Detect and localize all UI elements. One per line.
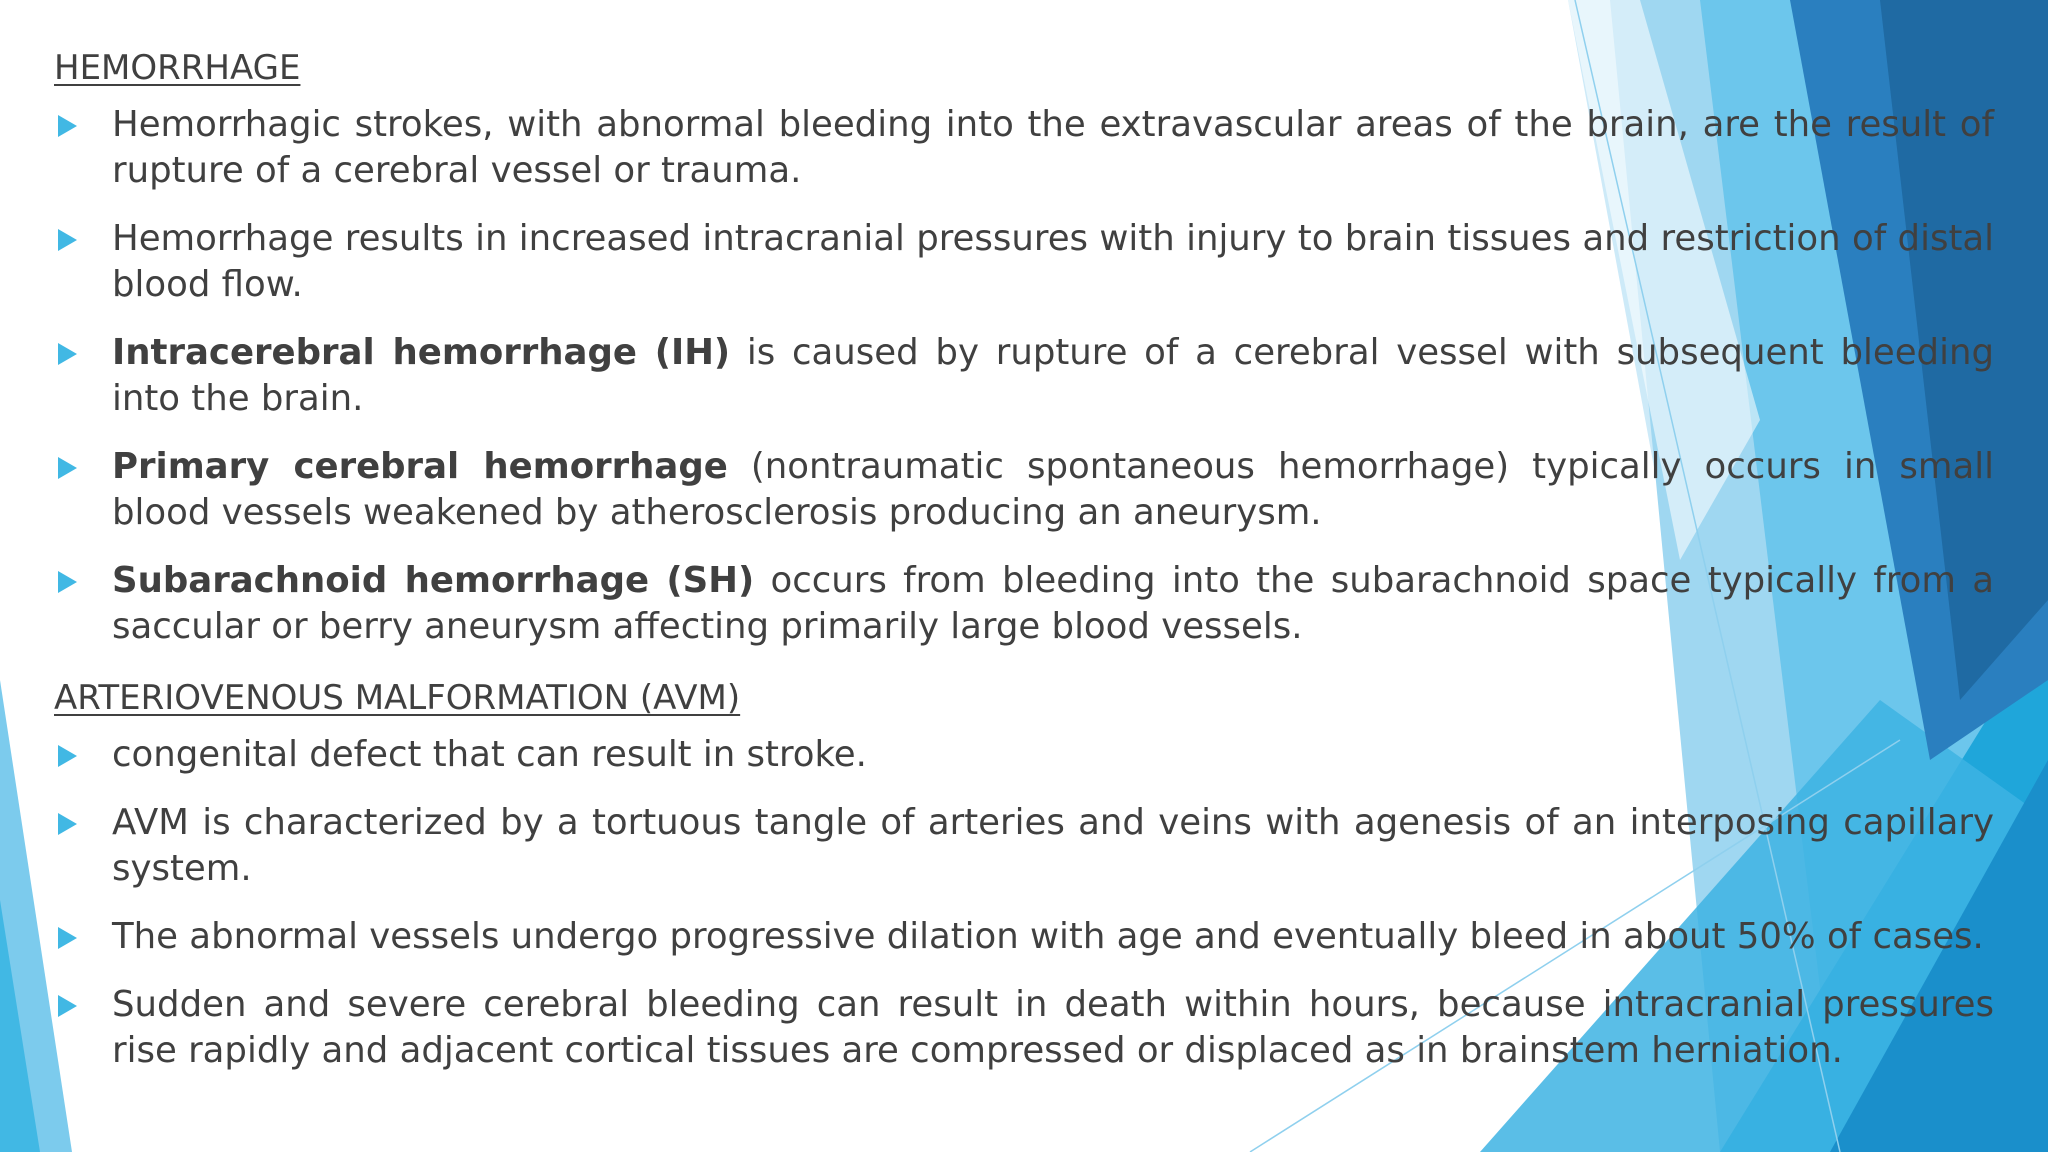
bullet-bold: Intracerebral hemorrhage (IH)	[112, 332, 731, 373]
bullet-item	[54, 914, 1994, 960]
bullet-triangle-icon	[58, 571, 77, 593]
bullet-item	[54, 558, 1994, 650]
bullet-text: (nontraumatic spontaneous hemorrhage) typically occurs in small blood vessels weakened by atherosclerosis producing an aneurysm.	[112, 446, 1994, 533]
bullet-bold: Primary cerebral hemorrhage	[112, 446, 728, 487]
bullet-text: congenital defect that can result in stroke.	[112, 734, 867, 775]
bullet-text: is caused by rupture of a cerebral vessel with subsequent bleeding into the brain.	[112, 332, 1994, 419]
slide-content	[54, 42, 1994, 1096]
bullet-text: Hemorrhage results in increased intracranial pressures with injury to brain tissues and restriction of distal blood flow.	[112, 218, 1994, 305]
bullet-item	[54, 216, 1994, 308]
bullet-item	[54, 732, 1994, 778]
bullet-triangle-icon	[58, 229, 77, 251]
bullet-item	[54, 444, 1994, 536]
bullet-text: AVM is characterized by a tortuous tangle of arteries and veins with agenesis of an interposing capillary system.	[112, 802, 1994, 889]
section-heading-avm: ARTERIOVENOUS MALFORMATION (AVM)	[54, 678, 741, 718]
bullet-triangle-icon	[58, 115, 77, 137]
bullet-text: Hemorrhagic strokes, with abnormal bleeding into the extravascular areas of the brain, are the result of rupture of a cerebral vessel or trauma.	[112, 104, 1994, 191]
bullet-text: The abnormal vessels undergo progressive dilation with age and eventually bleed in about 50% of cases.	[112, 916, 1984, 957]
bullet-item	[54, 330, 1994, 422]
section-heading-hemorrhage: HEMORRHAGE	[54, 48, 301, 88]
bullet-triangle-icon	[58, 343, 77, 365]
bullet-triangle-icon	[58, 813, 77, 835]
bullet-item	[54, 102, 1994, 194]
bullet-item	[54, 800, 1994, 892]
bullet-text: Sudden and severe cerebral bleeding can result in death within hours, because intracranial pressures rise rapidly and adjacent cortical tissues are compressed or displaced as in brainstem herniation.	[112, 984, 1994, 1071]
bullet-triangle-icon	[58, 457, 77, 479]
bullet-bold: Subarachnoid hemorrhage (SH)	[112, 560, 755, 601]
bullet-item	[54, 982, 1994, 1074]
bullet-text: occurs from bleeding into the subarachnoid space typically from a saccular or berry aneurysm affecting primarily large blood vessels.	[112, 560, 1994, 647]
bullet-triangle-icon	[58, 995, 77, 1017]
bullet-triangle-icon	[58, 745, 77, 767]
bullet-triangle-icon	[58, 927, 77, 949]
